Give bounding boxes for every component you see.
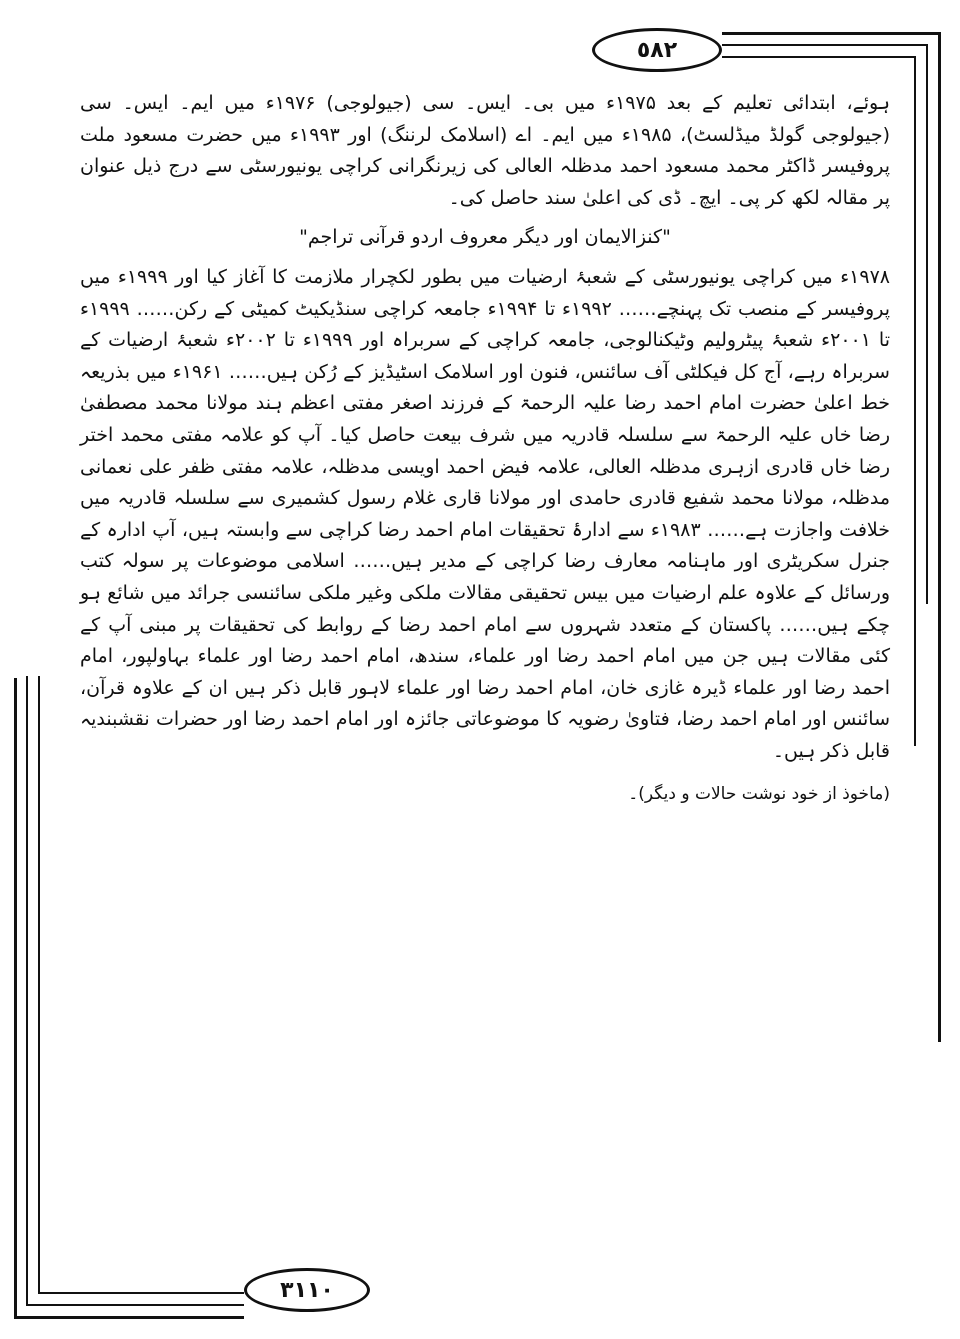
frame-bottom-inner-2 [38, 1292, 244, 1294]
frame-top-inner-2 [722, 56, 916, 58]
frame-bottom-outer [14, 1316, 244, 1319]
frame-top-inner [722, 44, 928, 46]
frame-bottom-inner [26, 1304, 244, 1306]
frame-right-outer [938, 32, 941, 1042]
page-number: ٥٨٢ [636, 37, 678, 63]
paragraph-intro: ہوئے، ابتدائی تعلیم کے بعد ۱۹۷۵ء میں بی۔ ایس۔ سی (جیولوجی) ۱۹۷۶ء میں ایم۔ ایس۔ سی (جیولوجی گولڈ میڈلسٹ)، ۱۹۸۵ء میں ایم۔ اے (اسلامک لرننگ) اور ۱۹۹۳ء میں حضرت مسعود ملت پروفیسر ڈاکٹر محمد مسعود احمد مدظلہ العالی کی زیرنگرانی کراچی یونیورسٹی سے درج ذیل عنوان پر مقالہ لکھ کر پی۔ ایچ۔ ڈی کی اعلیٰ سند حاصل کی۔ [80, 92, 890, 209]
thesis-title: "کنزالایمان اور دیگر معروف اردو قرآنی تراجم" [299, 226, 671, 249]
page-number-badge [592, 28, 722, 72]
document-body [80, 88, 890, 811]
frame-right-inner [926, 44, 928, 604]
frame-top-outer [722, 32, 940, 35]
source-note: (ماخوذ از خود نوشت حالات و دیگر)۔ [628, 784, 890, 805]
frame-left-outer [14, 678, 17, 1318]
frame-left-inner [26, 676, 28, 1306]
frame-right-inner-2 [914, 56, 916, 746]
footer-page-number-badge [244, 1268, 370, 1312]
paragraph-career: ۱۹۷۸ء میں کراچی یونیورسٹی کے شعبۂ ارضیات میں بطور لکچرار ملازمت کا آغاز کیا اور ۱۹۹۹ء میں پروفیسر کے منصب تک پہنچے…… ۱۹۹۲ء تا ۱۹۹۴ء جامعہ کراچی سنڈیکیٹ کمیٹی کے رکن…… ۱۹۹۹ء تا ۲۰۰۱ء شعبۂ پیٹرولیم وٹیکنالوجی، جامعہ کراچی کے سربراہ اور ۱۹۹۹ء تا ۲۰۰۲ء شعبۂ ارضیات کے سربراہ رہے، آج کل فیکلٹی آف سائنس، فنون اور اسلامک اسٹیڈیز کے رُکن ہیں…… ۱۹۶۱ء میں بذریعہ خط اعلیٰ حضرت امام احمد رضا علیہ الرحمۃ کے فرزند اصغر مفتی اعظم ہند مولانا محمد مصطفیٰ رضا خاں علیہ الرحمۃ سے سلسلہ قادریہ میں شرف بیعت حاصل کیا۔ آپ کو علامہ مفتی محمد اختر رضا خاں قادری ازہری مدظلہ العالی، علامہ فیض احمد اویسی مدظلہ، علامہ مفتی ظفر علی نعمانی مدظلہ، مولانا محمد شفیع قادری حامدی اور مولانا قاری غلام رسول کشمیری سے سلسلہ قادریہ میں خلافت واجازت ہے…… ۱۹۸۳ء سے ادارۂ تحقیقات امام احمد رضا کراچی سے وابستہ ہیں، آپ ادارہ کے جنرل سکریٹری اور ماہنامہ معارف رضا کراچی کے مدیر ہیں…… اسلامی موضوعات پر سولہ کتب ورسائل کے علاوہ علم ارضیات میں بیس تحقیقی مقالات ملکی وغیر ملکی سائنسی جرائد میں شائع ہو چکے ہیں…… پاکستان کے متعدد شہروں سے امام احمد رضا کے روابط کی تحقیقات پر مبنی آپ کے کئی مقالات ہیں جن میں امام احمد رضا اور علماء، سندھ، امام احمد رضا اور علماء بہاولپور، امام احمد رضا اور علماء ڈیرہ غازی خان، امام احمد رضا اور علماء لاہور قابل ذکر ہیں ان کے علاوہ قرآن، سائنس اور امام احمد رضا، فتاویٰ رضویہ کا موضوعاتی جائزہ اور امام احمد رضا اور حضرات نقشبندیہ قابل ذکر ہیں۔ [80, 265, 891, 762]
frame-left-inner-2 [38, 676, 40, 1294]
footer-page-number: ٣١١٠ [280, 1277, 334, 1303]
